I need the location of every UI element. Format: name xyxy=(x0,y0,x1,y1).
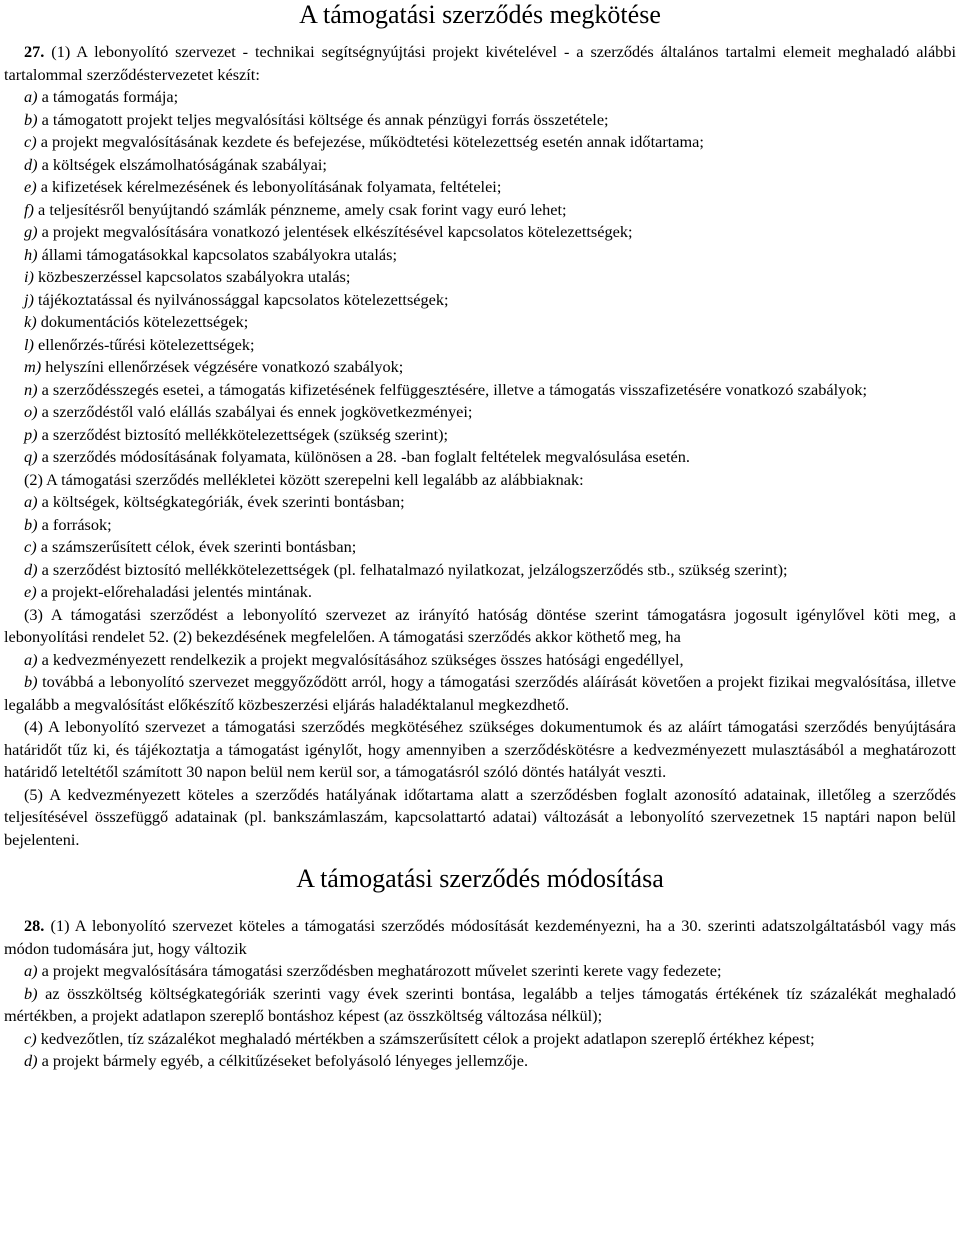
list-item xyxy=(4,649,956,672)
list-item xyxy=(4,221,956,244)
item-text: a kifizetések kérelmezésének és lebonyolításának folyamata, feltételei; xyxy=(36,177,502,196)
list-item xyxy=(4,514,956,537)
item-label: i) xyxy=(24,267,34,286)
paragraph-27-2: (2) A támogatási szerződés mellékletei között szerepelni kell legalább az alábbiaknak: xyxy=(24,469,584,489)
item-text: dokumentációs kötelezettségek; xyxy=(36,312,249,331)
item-label: f) xyxy=(24,199,34,219)
item-text: a szerződés módosításának folyamata, különösen a 28. -ban foglalt feltételek megvalósulása esetén. xyxy=(37,447,690,466)
paragraph-number: 28. xyxy=(24,916,45,935)
item-label: e) xyxy=(24,582,37,601)
list-item xyxy=(4,356,956,379)
list-item xyxy=(4,176,956,199)
paragraph-27-1 xyxy=(4,41,956,86)
item-label: g) xyxy=(24,222,38,241)
item-text: a projekt-előrehaladási jelentés mintának. xyxy=(36,582,312,601)
item-label: h) xyxy=(24,244,38,264)
list-item xyxy=(4,983,956,1028)
item-text: a költségek, költségkategóriák, évek szerinti bontásban; xyxy=(37,492,405,511)
item-text: tájékoztatással és nyilvánossággal kapcsolatos kötelezettségek; xyxy=(33,289,449,309)
item-text: a projekt megvalósítására támogatási szerződésben meghatározott művelet szerinti kerete vagy fedezete; xyxy=(37,961,722,980)
list-27-3 xyxy=(4,649,956,717)
list-item xyxy=(4,131,956,154)
paragraph-27-3: (3) A támogatási szerződést a lebonyolító szervezet az irányító hatóság döntése szerint támogatásra jogosult igénylővel köti meg, a lebonyolítási rendelet 52. (2) bekezdésének megfelelően. A támogatási szerződés akkor köthető meg, ha xyxy=(4,604,956,646)
list-item xyxy=(4,379,956,402)
item-label: l) xyxy=(24,334,34,354)
item-label: d) xyxy=(24,154,38,174)
item-label: j) xyxy=(24,289,34,309)
item-label: c) xyxy=(24,537,37,556)
list-item xyxy=(4,424,956,447)
item-text: helyszíni ellenőrzések végzésére vonatkozó szabályok; xyxy=(41,357,404,376)
list-item xyxy=(4,1028,956,1051)
paragraph-27-5: (5) A kedvezményezett köteles a szerződés hatályának időtartama alatt a szerződésben foglalt azonosító adatainak, illetőleg a szerződés teljesítésével összefüggő adatainak (pl. bankszámlaszám, kapcsolattartó adatai) változását a lebonyolító szervezetnek 15 naptári napon belül bejelenteni. xyxy=(4,784,956,849)
item-text: a támogatás formája; xyxy=(37,87,179,106)
list-item xyxy=(4,671,956,716)
item-label: m) xyxy=(24,357,42,376)
item-label: o) xyxy=(24,402,38,421)
list-item xyxy=(4,154,956,177)
list-item xyxy=(4,311,956,334)
item-label: c) xyxy=(24,132,37,151)
item-text: a teljesítésről benyújtandó számlák pénzneme, amely csak forint vagy euró lehet; xyxy=(33,199,567,219)
section-title: A támogatási szerződés megkötése xyxy=(299,0,661,29)
item-text: a szerződéstől való elállás szabályai és ennek jogkövetkezményei; xyxy=(37,402,473,421)
item-label: b) xyxy=(24,109,38,129)
paragraph-28-1 xyxy=(4,915,956,960)
item-label: c) xyxy=(24,1028,37,1048)
paragraph-27-4: (4) A lebonyolító szervezet a támogatási szerződés megkötéséhez szükséges dokumentumok és az aláírt támogatási szerződés benyújtására határidőt tűz ki, és tájékoztatja a támogatást igénylőt, hogy amennyiben a szerződéskötésre a kedvezményezett mulasztásából a meghatározott határidő leteltétől számított 30 napon belül nem kerül sor, a támogatásról szóló döntés hatályát veszti. xyxy=(4,717,956,781)
item-text: továbbá a lebonyolító szervezet meggyőződött arról, hogy a támogatási szerződés aláírását követően a projekt fizikai megvalósítása, illetve legalább a megvalósítást előkészítő közbeszerzési eljárás haladéktalanul megkezdhető. xyxy=(4,672,956,714)
item-text: ellenőrzés-tűrési kötelezettségek; xyxy=(33,334,255,354)
paragraph-text: (1) A lebonyolító szervezet köteles a támogatási szerződés módosítását kezdeményezni, ha a 30. szerinti adatszolgáltatásból vagy más módon tudomására jut, hogy változik xyxy=(4,916,956,958)
item-label: b) xyxy=(24,672,38,691)
list-item xyxy=(4,581,956,604)
item-text: állami támogatásokkal kapcsolatos szabályokra utalás; xyxy=(37,244,397,264)
item-label: d) xyxy=(24,1051,38,1070)
paragraph-number: 27. xyxy=(24,42,45,61)
list-item xyxy=(4,536,956,559)
list-item xyxy=(4,86,956,109)
list-item xyxy=(4,334,956,357)
list-item xyxy=(4,289,956,312)
list-27-2 xyxy=(4,491,956,604)
item-label: k) xyxy=(24,312,37,331)
item-text: a projekt megvalósítására vonatkozó jelentések elkészítésével kapcsolatos kötelezettségek; xyxy=(37,222,633,241)
list-item xyxy=(4,244,956,267)
item-label: p) xyxy=(24,424,38,444)
list-item xyxy=(4,960,956,983)
item-label: n) xyxy=(24,379,38,399)
item-text: a szerződésszegés esetei, a támogatás kifizetésének felfüggesztésére, illetve a támogatás visszafizetésére vonatkozó szabályok; xyxy=(37,379,868,399)
item-label: b) xyxy=(24,983,38,1003)
item-label: a) xyxy=(24,961,38,980)
item-text: a szerződést biztosító mellékkötelezettségek (szükség szerint); xyxy=(37,424,449,444)
item-text: közbeszerzéssel kapcsolatos szabályokra utalás; xyxy=(33,267,351,286)
item-text: a projekt bármely egyéb, a célkitűzéseket befolyásoló lényeges jellemzője. xyxy=(37,1051,529,1070)
list-item xyxy=(4,199,956,222)
list-item xyxy=(4,401,956,424)
item-label: e) xyxy=(24,177,37,196)
list-item xyxy=(4,559,956,582)
list-27-1 xyxy=(4,86,956,469)
list-28-1 xyxy=(4,960,956,1073)
item-text: a számszerűsített célok, évek szerinti bontásban; xyxy=(36,537,357,556)
item-label: q) xyxy=(24,447,38,466)
item-label: d) xyxy=(24,559,38,579)
item-text: a projekt megvalósításának kezdete és befejezése, működtetési kötelezettség esetén annak időtartama; xyxy=(36,132,704,151)
item-text: a támogatott projekt teljes megvalósítási költsége és annak pénzügyi forrás összetétele; xyxy=(37,109,609,129)
list-item xyxy=(4,1050,956,1073)
item-text: a költségek elszámolhatóságának szabályai; xyxy=(37,154,327,174)
list-item xyxy=(4,266,956,289)
paragraph-text: (1) A lebonyolító szervezet - technikai segítségnyújtási projekt kivételével - a szerződés általános tartalmi elemeit meghaladó alábbi tartalommal szerződéstervezetet készít: xyxy=(4,42,956,84)
item-text: a szerződést biztosító mellékkötelezettségek (pl. felhatalmazó nyilatkozat, jelzálogszerződés stb., szükség szerint); xyxy=(37,559,788,579)
list-item xyxy=(4,491,956,514)
item-text: a források; xyxy=(37,514,112,534)
item-text: a kedvezményezett rendelkezik a projekt megvalósításához szükséges összes hatósági engedéllyel, xyxy=(37,649,684,669)
item-text: az összköltség költségkategóriák szerinti vagy évek szerinti bontása, legalább a teljes támogatás értékének tíz százalékát meghaladó mértékben, a projekt adatlapon szereplő bontáshoz képest (az összköltség változása nélkül); xyxy=(4,983,956,1025)
list-item xyxy=(4,446,956,469)
item-label: b) xyxy=(24,514,38,534)
item-label: a) xyxy=(24,649,38,669)
item-text: kedvezőtlen, tíz százalékot meghaladó mértékben a számszerűsített célok a projekt adatlapon szereplő értékhez képest; xyxy=(36,1028,815,1048)
item-label: a) xyxy=(24,87,38,106)
list-item xyxy=(4,109,956,132)
item-label: a) xyxy=(24,492,38,511)
section-title: A támogatási szerződés módosítása xyxy=(296,864,664,893)
